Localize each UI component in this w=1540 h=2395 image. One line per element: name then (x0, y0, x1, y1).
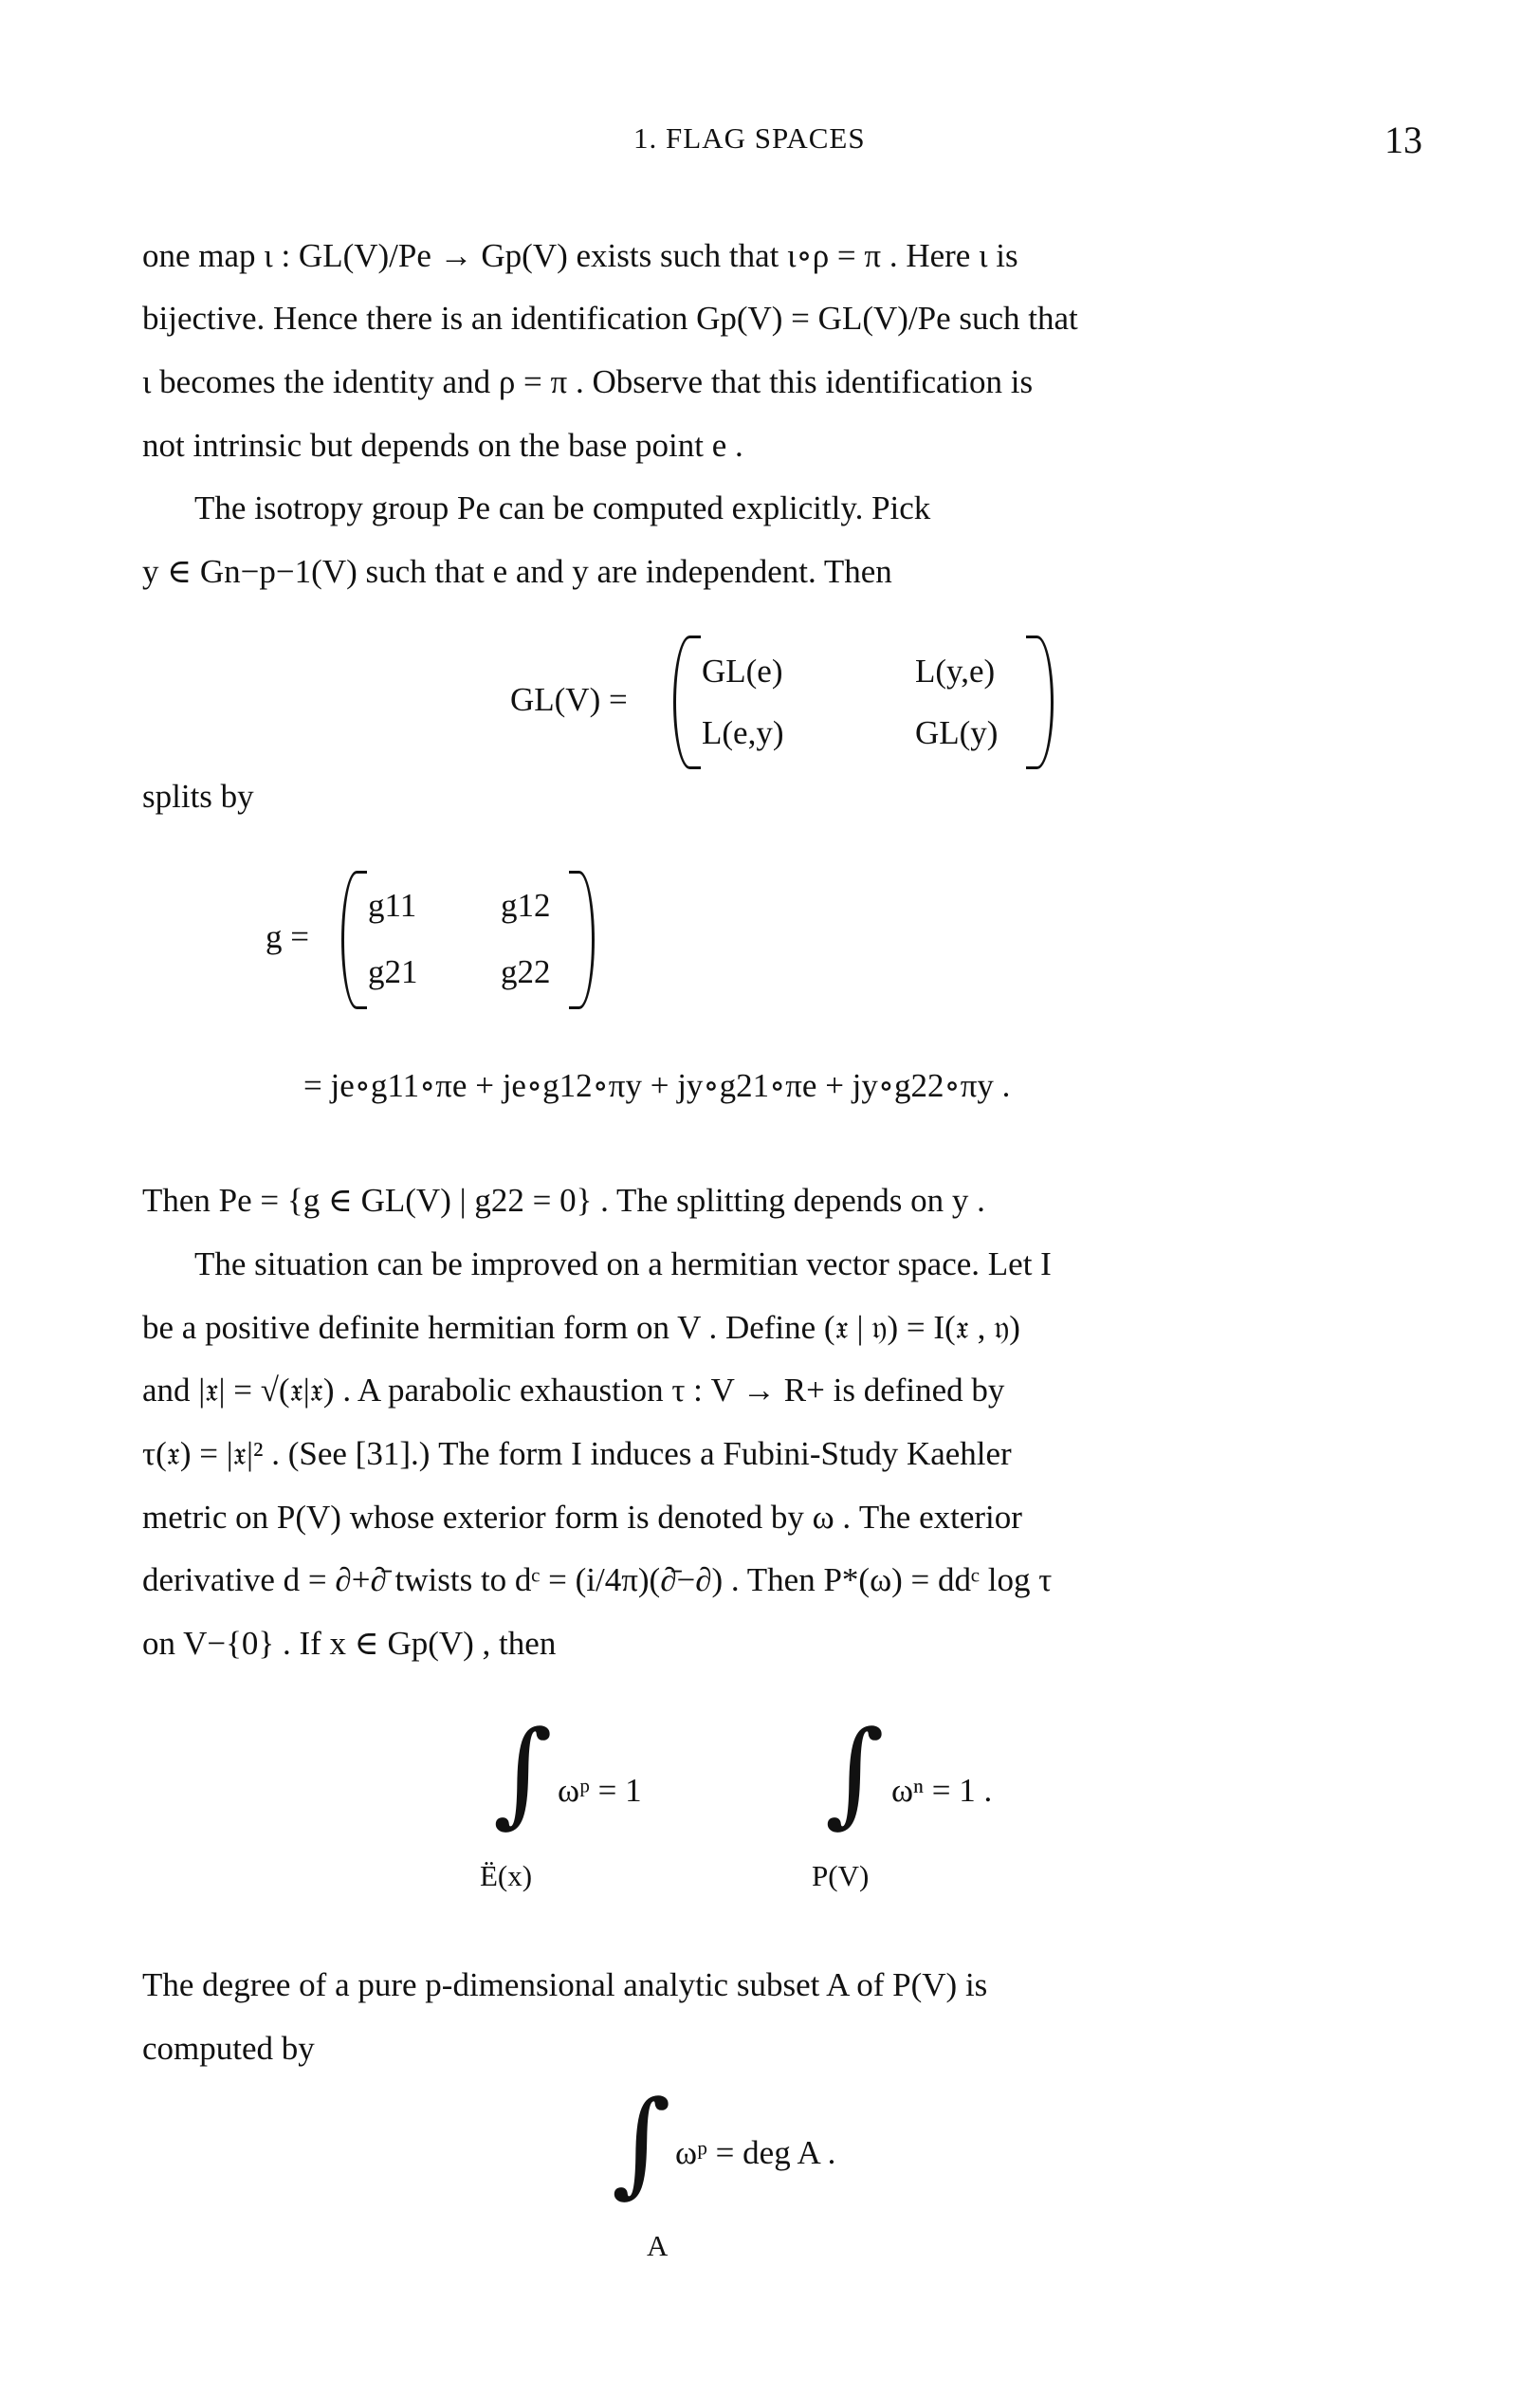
text-line: computed by (142, 2030, 315, 2067)
text-line: ι becomes the identity and ρ = π . Observe that this identification is (142, 363, 1034, 400)
text-line: metric on P(V) whose exterior form is denoted by ω . The exterior (142, 1499, 1022, 1536)
expansion-equation: = je∘g11∘πe + je∘g12∘πy + jy∘g21∘πe + jy∘g22∘πy . (303, 1067, 1011, 1104)
matrix-entry: GL(e) (702, 653, 783, 690)
left-paren (673, 636, 701, 769)
right-paren (569, 871, 595, 1009)
matrix-entry: L(y,e) (915, 653, 996, 690)
text-line: and |𝔵| = √(𝔵|𝔵) . A parabolic exhaustion τ : V → R+ is defined by (142, 1372, 1005, 1409)
integral-sign: ∫ (493, 1707, 553, 1839)
text-line: Then Pe = {g ∈ GL(V) | g22 = 0} . The splitting depends on y . (142, 1182, 985, 1219)
matrix-entry: g11 (368, 887, 417, 924)
text-line: bijective. Hence there is an identification Gp(V) = GL(V)/Pe such that (142, 300, 1078, 337)
integral-limit: P(V) (812, 1859, 870, 1892)
text-line: y ∈ Gn−p−1(V) such that e and y are independent. Then (142, 553, 892, 590)
matrix-entry: GL(y) (915, 714, 999, 751)
right-paren (1026, 636, 1054, 769)
integral-body: ωᵖ = 1 (558, 1772, 642, 1809)
running-head: 1. FLAG SPACES (633, 121, 866, 155)
integral-body: ωⁿ = 1 . (891, 1772, 993, 1809)
text-line: derivative d = ∂+∂̄ twists to dᶜ = (i/4π)(∂̄−∂) . Then P*(ω) = ddᶜ log τ (142, 1561, 1053, 1598)
text-line: τ(𝔵) = |𝔵|² . (See [31].) The form I induces a Fubini-Study Kaehler (142, 1435, 1012, 1472)
text-line: one map ι : GL(V)/Pe → Gp(V) exists such that ι∘ρ = π . Here ι is (142, 237, 1018, 274)
matrix-entry: L(e,y) (702, 714, 784, 751)
text-line: The degree of a pure p-dimensional analytic subset A of P(V) is (142, 1966, 988, 2003)
text-line: be a positive definite hermitian form on V . Define (𝔵 | 𝔶) = I(𝔵 , 𝔶) (142, 1309, 1020, 1346)
matrix-lhs: g = (266, 918, 309, 955)
left-paren (341, 871, 367, 1009)
text-line: splits by (142, 778, 254, 815)
integral-body: ωᵖ = deg A . (675, 2134, 836, 2171)
text-line: not intrinsic but depends on the base point e . (142, 427, 743, 464)
page-number: 13 (1384, 119, 1422, 161)
matrix-entry: g22 (501, 953, 551, 990)
text-line: The isotropy group Pe can be computed explicitly. Pick (194, 489, 931, 526)
text-line: The situation can be improved on a hermitian vector space. Let I (194, 1245, 1052, 1282)
matrix-entry: g12 (501, 887, 551, 924)
integral-sign: ∫ (612, 2077, 671, 2209)
integral-limit: A (647, 2229, 669, 2262)
text-line: on V−{0} . If x ∈ Gp(V) , then (142, 1625, 557, 1662)
matrix-entry: g21 (368, 953, 418, 990)
matrix-lhs: GL(V) = (510, 681, 628, 718)
integral-sign: ∫ (825, 1707, 885, 1839)
integral-limit: Ë(x) (480, 1859, 533, 1892)
